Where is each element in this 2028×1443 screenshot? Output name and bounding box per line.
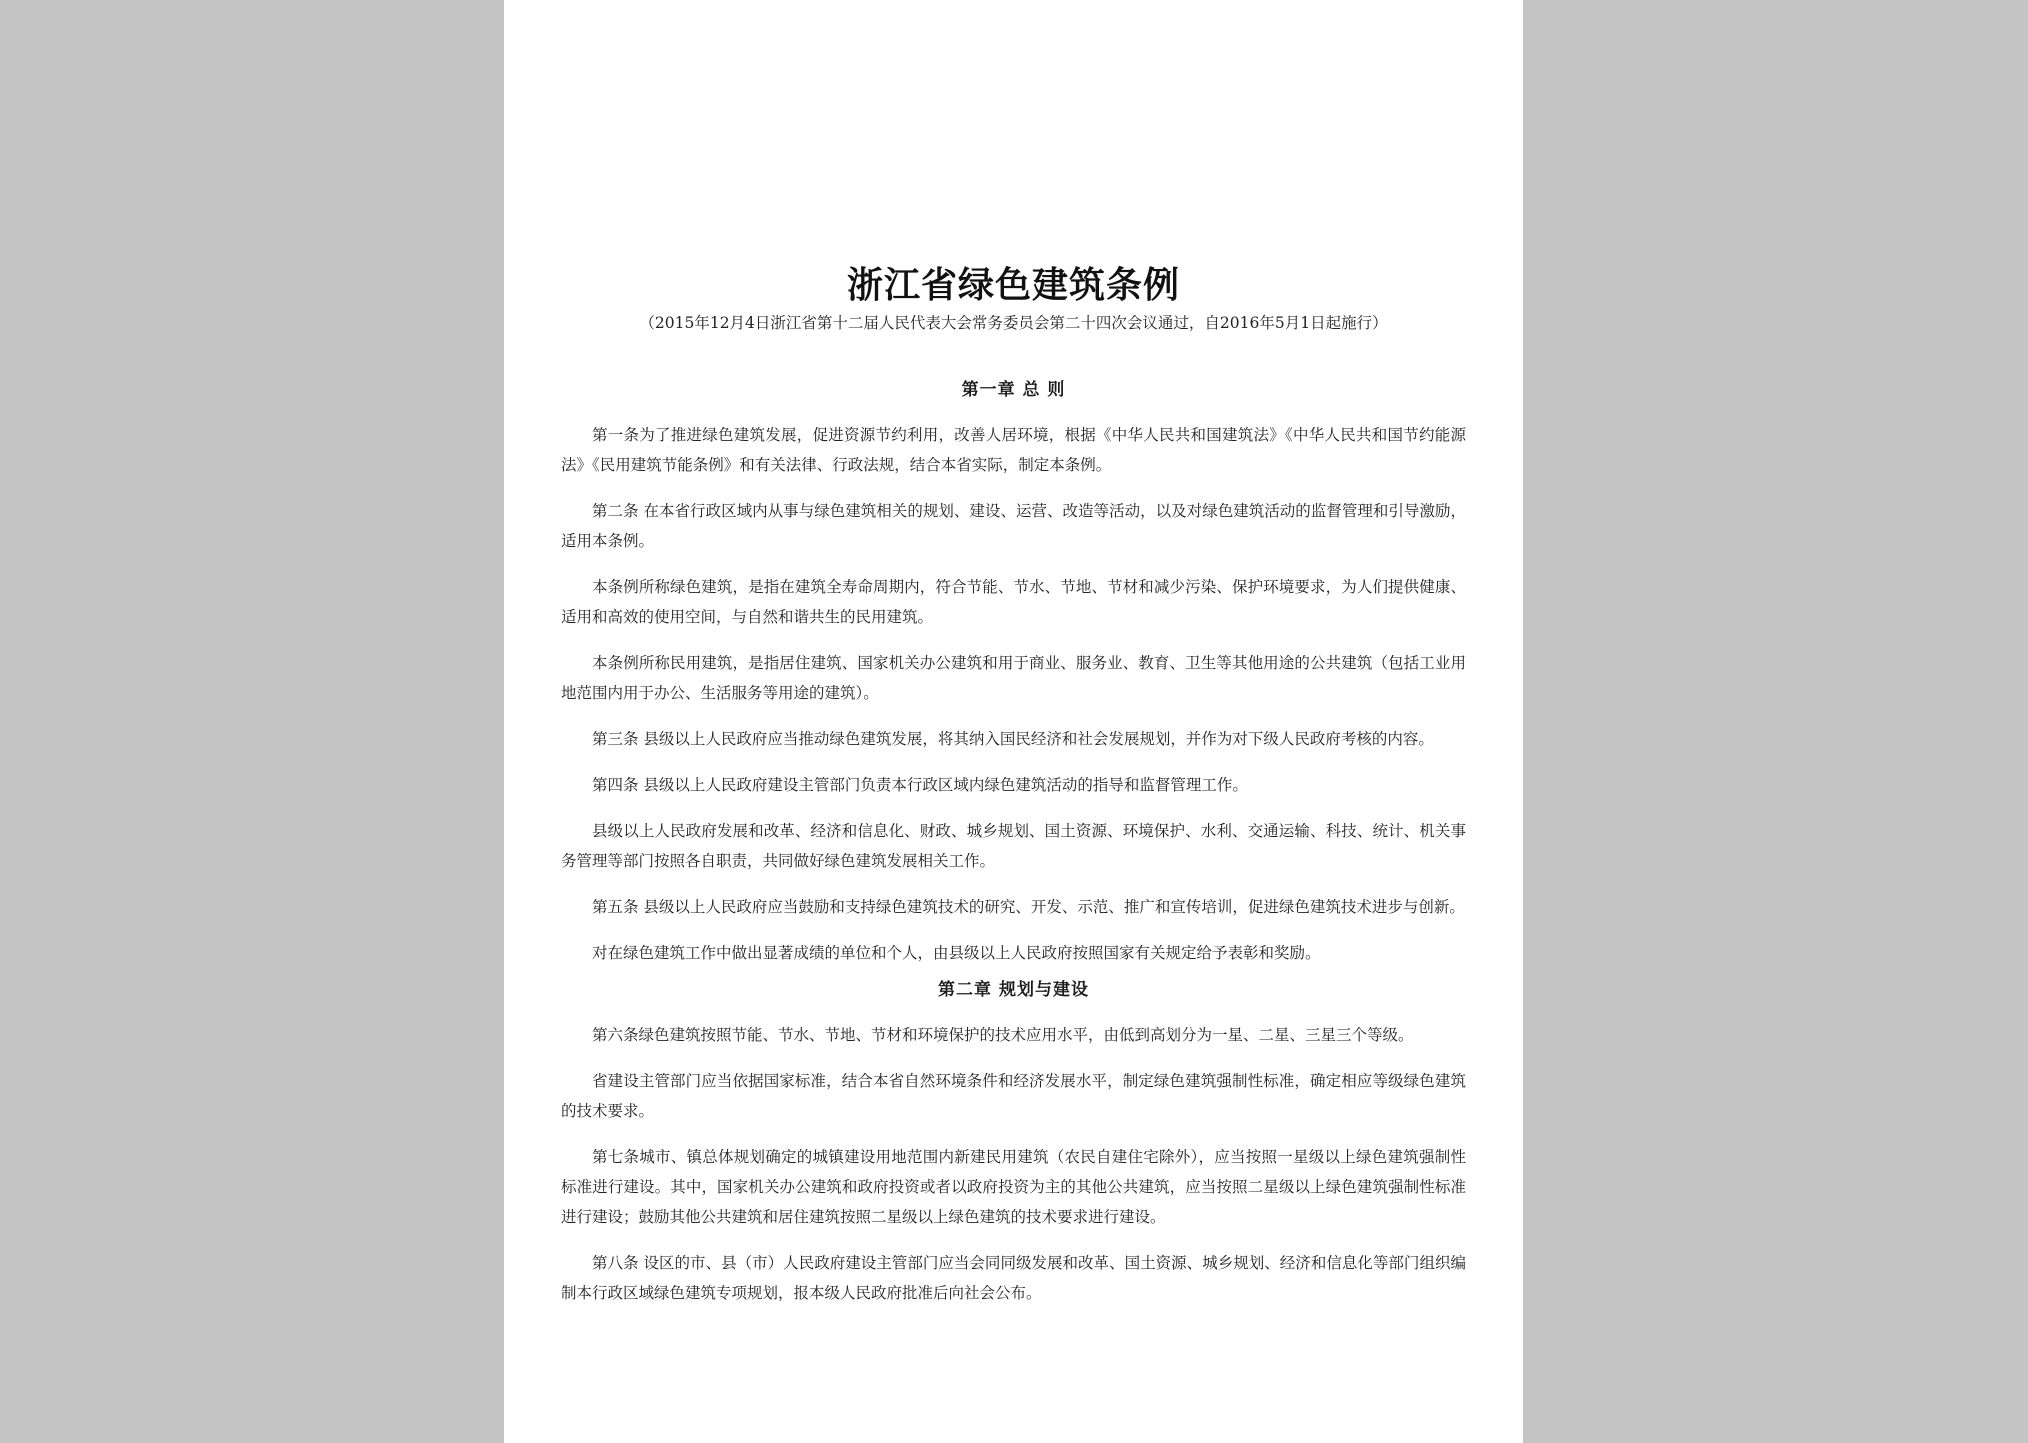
chapter-2-heading: 第二章 规划与建设 [938,980,1089,1000]
article-5-awards-paragraph: 对在绿色建筑工作中做出显著成绩的单位和个人，由县级以上人民政府按照国家有关规定给予表彰和奖励。 [592,944,1321,962]
civil-building-definition-paragraph: 本条例所称民用建筑，是指居住建筑、国家机关办公建筑和用于商业、服务业、教育、卫生等其他用途的公共建筑（包括工业用地范围内用于办公、生活服务等用途的建筑）。 [561,654,1466,702]
article-3-paragraph: 第三条 县级以上人民政府应当推动绿色建筑发展，将其纳入国民经济和社会发展规划，并作为对下级人民政府考核的内容。 [592,730,1434,748]
article-2-paragraph: 第二条 在本省行政区域内从事与绿色建筑相关的规划、建设、运营、改造等活动，以及对绿色建筑活动的监督管理和引导激励，适用本条例。 [561,502,1466,550]
article-6-paragraph: 第六条绿色建筑按照节能、节水、节地、节材和环境保护的技术应用水平，由低到高划分为一星、二星、三星三个等级。 [592,1026,1414,1044]
document-page [504,0,1523,1443]
article-4-paragraph: 第四条 县级以上人民政府建设主管部门负责本行政区域内绿色建筑活动的指导和监督管理工作。 [592,776,1248,794]
document-subtitle: （2015年12月4日浙江省第十二届人民代表大会常务委员会第二十四次会议通过，自2016年5月1日起施行） [639,314,1388,332]
article-5-paragraph: 第五条 县级以上人民政府应当鼓励和支持绿色建筑技术的研究、开发、示范、推广和宣传培训，促进绿色建筑技术进步与创新。 [592,898,1465,916]
article-1-paragraph: 第一条为了推进绿色建筑发展，促进资源节约利用，改善人居环境，根据《中华人民共和国建筑法》《中华人民共和国节约能源法》《民用建筑节能条例》和有关法律、行政法规，结合本省实际，制定本条例。 [561,426,1466,474]
article-8-paragraph: 第八条 设区的市、县（市）人民政府建设主管部门应当会同同级发展和改革、国土资源、城乡规划、经济和信息化等部门组织编制本行政区域绿色建筑专项规划，报本级人民政府批准后向社会公布。 [561,1254,1466,1302]
chapter-1-heading: 第一章 总 则 [961,380,1066,400]
article-6-standards-paragraph: 省建设主管部门应当依据国家标准，结合本省自然环境条件和经济发展水平，制定绿色建筑强制性标准，确定相应等级绿色建筑的技术要求。 [561,1072,1466,1120]
article-4-departments-paragraph: 县级以上人民政府发展和改革、经济和信息化、财政、城乡规划、国土资源、环境保护、水利、交通运输、科技、统计、机关事务管理等部门按照各自职责，共同做好绿色建筑发展相关工作。 [561,822,1466,870]
document-title: 浙江省绿色建筑条例 [846,264,1180,306]
article-7-paragraph: 第七条城市、镇总体规划确定的城镇建设用地范围内新建民用建筑（农民自建住宅除外），应当按照一星级以上绿色建筑强制性标准进行建设。其中，国家机关办公建筑和政府投资或者以政府投资为主的其他公共建筑，应当按照二星级以上绿色建筑强制性标准进行建设；鼓励其他公共建筑和居住建筑按照二星级以上绿色建筑的技术要求进行建设。 [561,1148,1466,1226]
document-content [561,262,1466,1308]
green-building-definition-paragraph: 本条例所称绿色建筑，是指在建筑全寿命周期内，符合节能、节水、节地、节材和减少污染、保护环境要求，为人们提供健康、适用和高效的使用空间，与自然和谐共生的民用建筑。 [561,578,1466,626]
